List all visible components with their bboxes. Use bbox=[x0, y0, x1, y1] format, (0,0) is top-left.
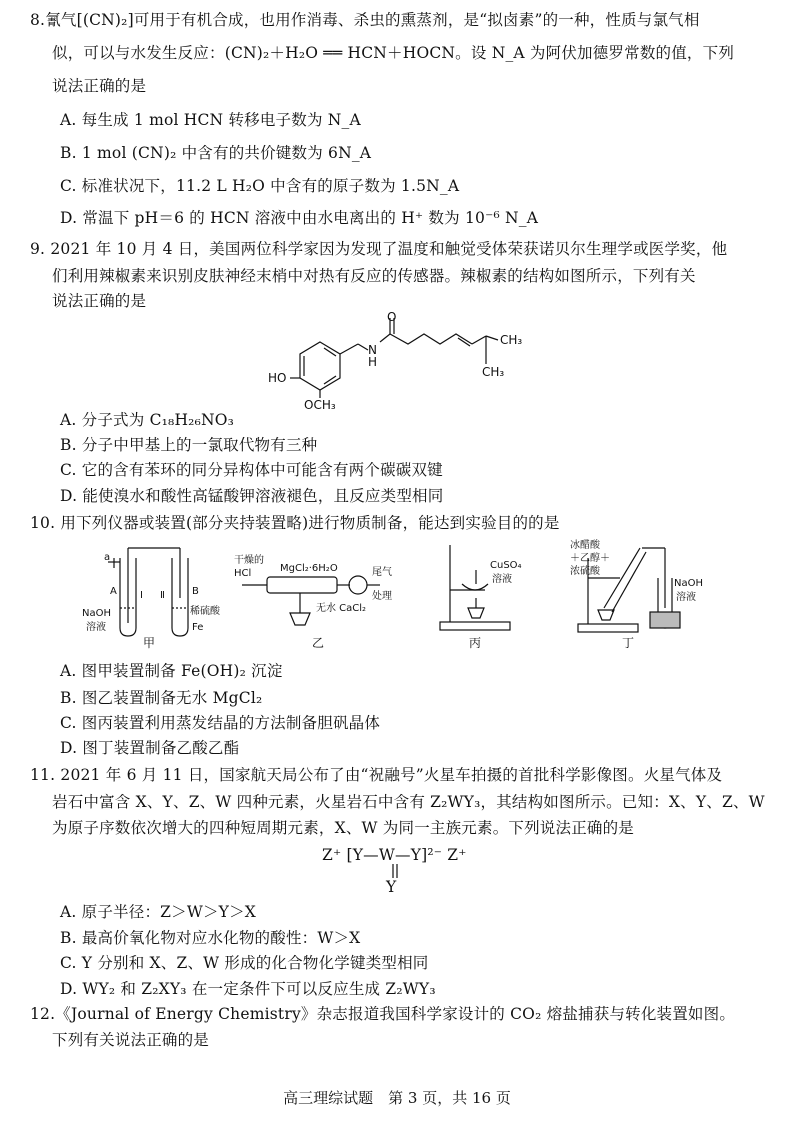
amide-h-label: H bbox=[368, 355, 378, 369]
q9-option-d: D. 能使溴水和酸性高锰酸钾溶液褪色，且反应类型相同 bbox=[60, 487, 444, 505]
ding-reagent3-label: 浓硫酸 bbox=[570, 566, 600, 577]
q10-option-a: A. 图甲装置制备 Fe(OH)₂ 沉淀 bbox=[60, 662, 283, 680]
amide-n-label: N bbox=[368, 343, 377, 357]
apparatus-ding bbox=[570, 538, 705, 638]
jia-naoh-label: NaOH bbox=[82, 608, 111, 619]
yi-cacl-label: 无水 CaCl₂ bbox=[316, 603, 367, 614]
q11-option-d: D. WY₂ 和 Z₂XY₃ 在一定条件下可以反应生成 Z₂WY₃ bbox=[60, 980, 436, 998]
q12-stem-line2: 下列有关说法正确的是 bbox=[52, 1031, 210, 1049]
ding-reagent2-label: ＋乙醇＋ bbox=[570, 553, 610, 564]
methyl-label-1: CH₃ bbox=[500, 333, 523, 347]
caption-yi: 乙 bbox=[312, 636, 325, 650]
caption-jia: 甲 bbox=[143, 636, 156, 650]
q11-stem-line3: 为原子序数依次增大的四种短周期元素，X、W 为同一主族元素。下列说法正确的是 bbox=[52, 819, 634, 837]
carbonyl-o-label: O bbox=[387, 310, 397, 324]
q8-option-d: D. 常温下 pH＝6 的 HCN 溶液中由水电离出的 H⁺ 数为 10⁻⁶ N_A bbox=[60, 209, 539, 227]
yi-hcl-label: HCl bbox=[234, 568, 252, 579]
ding-reagent1-label: 冰醋酸 bbox=[570, 540, 600, 551]
jia-fe-label: Fe bbox=[192, 622, 204, 633]
methyl-label-2: CH₃ bbox=[482, 365, 505, 379]
jia-label-II: Ⅱ bbox=[160, 590, 165, 601]
methoxy-label: OCH₃ bbox=[304, 398, 336, 412]
jia-solution-label: 溶液 bbox=[86, 622, 106, 633]
q11-structure-formula: Z⁺ [Y—W—Y]²⁻ Z⁺ bbox=[322, 846, 467, 864]
q9-option-c: C. 它的含有苯环的同分异构体中可能含有两个碳碳双键 bbox=[60, 461, 443, 479]
capsaicin-structure bbox=[260, 310, 523, 412]
q10-stem: 10. 用下列仪器或装置(部分夹持装置略)进行物质制备，能达到实验目的的是 bbox=[30, 514, 560, 532]
caption-bing: 丙 bbox=[469, 636, 482, 650]
bing-cuso-label: CuSO₄ bbox=[490, 560, 522, 571]
double-bond-mark bbox=[388, 864, 402, 878]
apparatus-jia bbox=[80, 538, 220, 648]
q11-stem-line1: 11. 2021 年 6 月 11 日，国家航天局公布了由“祝融号”火星车拍摄的首批科学影像图。火星气体及 bbox=[30, 766, 723, 784]
hydroxyl-label: HO bbox=[268, 371, 287, 385]
q8-option-c: C. 标准状况下，11.2 L H₂O 中含有的原子数为 1.5N_A bbox=[60, 177, 460, 195]
q8-option-b: B. 1 mol (CN)₂ 中含有的共价键数为 6N_A bbox=[60, 144, 372, 162]
jia-label-B: B bbox=[192, 586, 199, 597]
q8-stem-line2: 似，可以与水发生反应：(CN)₂＋H₂O ══ HCN＋HOCN。设 N_A 为阿伏加德罗常数的值，下列 bbox=[52, 44, 735, 62]
ding-naoh-label: NaOH bbox=[674, 578, 703, 589]
q9-option-b: B. 分子中甲基上的一氯取代物有三种 bbox=[60, 436, 318, 454]
yi-mgcl-label: MgCl₂·6H₂O bbox=[280, 563, 338, 574]
jia-label-A: A bbox=[110, 586, 117, 597]
jia-acid-label: 稀硫酸 bbox=[190, 606, 220, 617]
q9-option-a: A. 分子式为 C₁₈H₂₆NO₃ bbox=[60, 411, 235, 429]
caption-ding: 丁 bbox=[622, 636, 635, 650]
q8-option-a: A. 每生成 1 mol HCN 转移电子数为 N_A bbox=[60, 111, 361, 129]
ding-solution-label: 溶液 bbox=[676, 592, 696, 603]
yi-tail1-label: 尾气 bbox=[372, 567, 392, 578]
q10-option-d: D. 图丁装置制备乙酸乙酯 bbox=[60, 739, 240, 757]
apparatus-bing bbox=[430, 540, 540, 635]
q9-stem-line2: 们利用辣椒素来识别皮肤神经末梢中对热有反应的传感器。辣椒素的结构如图所示，下列有关 bbox=[52, 267, 696, 285]
q10-option-b: B. 图乙装置制备无水 MgCl₂ bbox=[60, 689, 263, 707]
q9-stem-line1: 9. 2021 年 10 月 4 日，美国两位科学家因为发现了温度和触觉受体荣获诺贝尔生理学或医学奖，他 bbox=[30, 240, 728, 258]
q8-stem-line1: 8.氰气[(CN)₂]可用于有机合成，也用作消毒、杀虫的熏蒸剂，是“拟卤素”的一种，性质与氯气相 bbox=[30, 11, 700, 29]
apparatus-yi bbox=[232, 545, 392, 640]
bing-solution-label: 溶液 bbox=[492, 574, 512, 585]
q10-option-c: C. 图丙装置利用蒸发结晶的方法制备胆矾晶体 bbox=[60, 714, 381, 732]
q11-option-a: A. 原子半径：Z＞W＞Y＞X bbox=[60, 903, 257, 921]
q8-stem-line3: 说法正确的是 bbox=[52, 77, 147, 95]
jia-label-a: a bbox=[104, 552, 111, 563]
yi-tail2-label: 处理 bbox=[372, 591, 392, 602]
q11-stem-line2: 岩石中富含 X、Y、Z、W 四种元素，火星岩石中含有 Z₂WY₃，其结构如图所示。已知：X、Y、Z、W bbox=[52, 793, 765, 811]
page-footer: 高三理综试题 第 3 页，共 16 页 bbox=[283, 1089, 511, 1107]
q11-structure-bottom-y: Y bbox=[386, 878, 397, 896]
jia-label-I: Ⅰ bbox=[140, 590, 143, 601]
yi-dry-label: 干燥的 bbox=[234, 555, 264, 566]
q11-option-b: B. 最高价氧化物对应水化物的酸性：W＞X bbox=[60, 929, 361, 947]
q9-stem-line3: 说法正确的是 bbox=[52, 292, 147, 310]
q12-stem-line1: 12.《Journal of Energy Chemistry》杂志报道我国科学家设计的 CO₂ 熔盐捕获与转化装置如图。 bbox=[30, 1005, 736, 1023]
q11-option-c: C. Y 分别和 X、Z、W 形成的化合物化学键类型相同 bbox=[60, 954, 429, 972]
